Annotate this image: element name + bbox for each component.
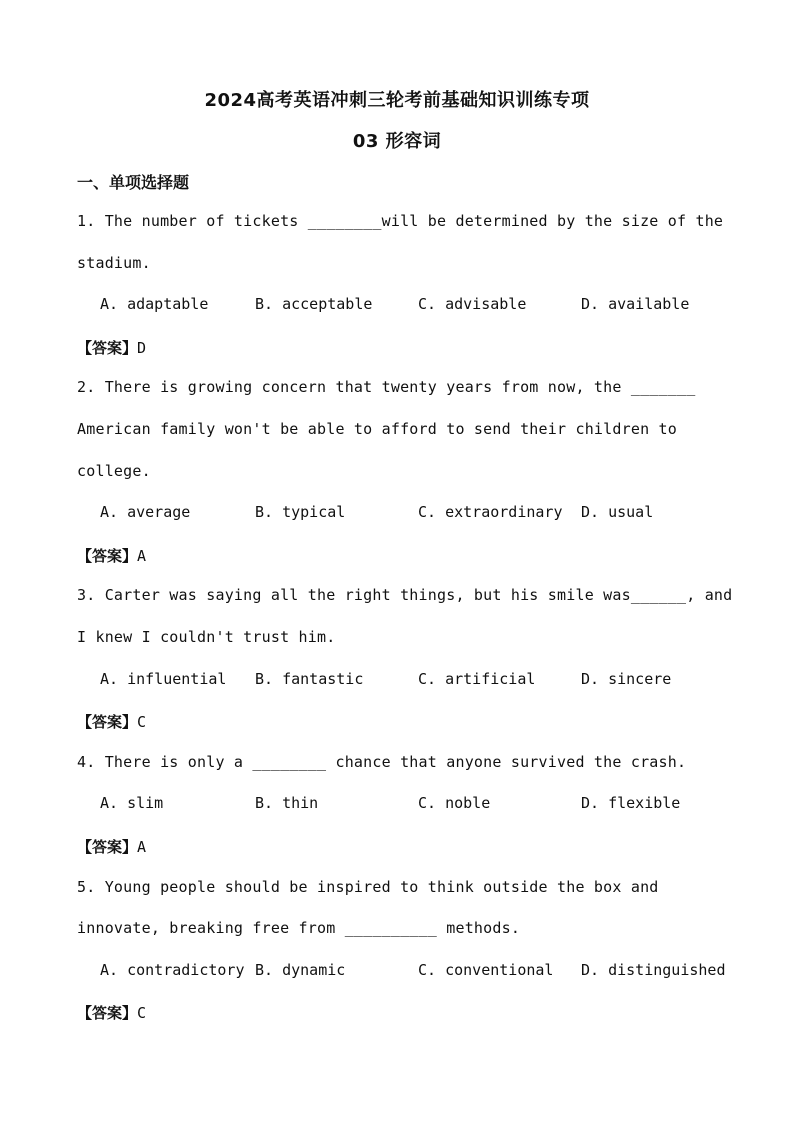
- answer-tag: 【答案】: [77, 1004, 138, 1022]
- answer-tag: 【答案】: [77, 339, 138, 357]
- answer-value: A: [137, 547, 147, 565]
- answer-tag: 【答案】: [77, 547, 138, 565]
- question-2-option-c: C. extraordinary: [418, 503, 563, 521]
- question-2-line-1: 2. There is growing concern that twenty years from now, the _______: [77, 378, 696, 396]
- question-3-line-1: 3. Carter was saying all the right things, but his smile was______, and: [77, 586, 733, 604]
- answer-value: C: [137, 1004, 147, 1022]
- question-2-line-3: college.: [77, 462, 151, 480]
- question-3-option-b: B. fantastic: [255, 670, 364, 688]
- question-5-option-d: D. distinguished: [581, 961, 726, 979]
- question-4-answer: [77, 836, 146, 857]
- question-1-line-1: 1. The number of tickets ________will be determined by the size of the: [77, 212, 724, 230]
- question-1-answer: [77, 337, 146, 358]
- question-2-option-d: D. usual: [581, 503, 654, 521]
- question-2-line-2: American family won't be able to afford to send their children to: [77, 420, 677, 438]
- question-3-option-a: A. influential: [100, 670, 227, 688]
- question-5-option-b: B. dynamic: [255, 961, 346, 979]
- answer-tag: 【答案】: [77, 838, 138, 856]
- question-5-line-1: 5. Young people should be inspired to think outside the box and: [77, 878, 659, 896]
- question-4-option-d: D. flexible: [581, 794, 681, 812]
- question-5-option-a: A. contradictory: [100, 961, 245, 979]
- answer-tag: 【答案】: [77, 713, 138, 731]
- question-5-line-2: innovate, breaking free from __________ methods.: [77, 919, 521, 937]
- question-3-option-c: C. artificial: [418, 670, 536, 688]
- question-3-line-2: I knew I couldn't trust him.: [77, 628, 336, 646]
- question-1-option-b: B. acceptable: [255, 295, 373, 313]
- question-2-answer: [77, 545, 146, 566]
- question-4-option-a: A. slim: [100, 794, 164, 812]
- answer-value: A: [137, 838, 147, 856]
- answer-value: C: [137, 713, 147, 731]
- question-1-option-d: D. available: [581, 295, 690, 313]
- question-5-option-c: C. conventional: [418, 961, 554, 979]
- question-5-answer: [77, 1002, 146, 1023]
- question-2-option-a: A. average: [100, 503, 191, 521]
- question-4-option-c: C. noble: [418, 794, 491, 812]
- page-subtitle: 03 形容词: [352, 131, 442, 152]
- question-4-option-b: B. thin: [255, 794, 319, 812]
- question-4-line-1: 4. There is only a ________ chance that anyone survived the crash.: [77, 753, 687, 771]
- section-heading: 一、单项选择题: [77, 173, 190, 192]
- question-1-line-2: stadium.: [77, 254, 151, 272]
- question-2-option-b: B. typical: [255, 503, 346, 521]
- answer-value: D: [137, 339, 147, 357]
- question-1-option-a: A. adaptable: [100, 295, 209, 313]
- question-1-option-c: C. advisable: [418, 295, 527, 313]
- question-3-option-d: D. sincere: [581, 670, 672, 688]
- question-3-answer: [77, 711, 146, 732]
- page-title: 2024高考英语冲刺三轮考前基础知识训练专项: [204, 90, 590, 111]
